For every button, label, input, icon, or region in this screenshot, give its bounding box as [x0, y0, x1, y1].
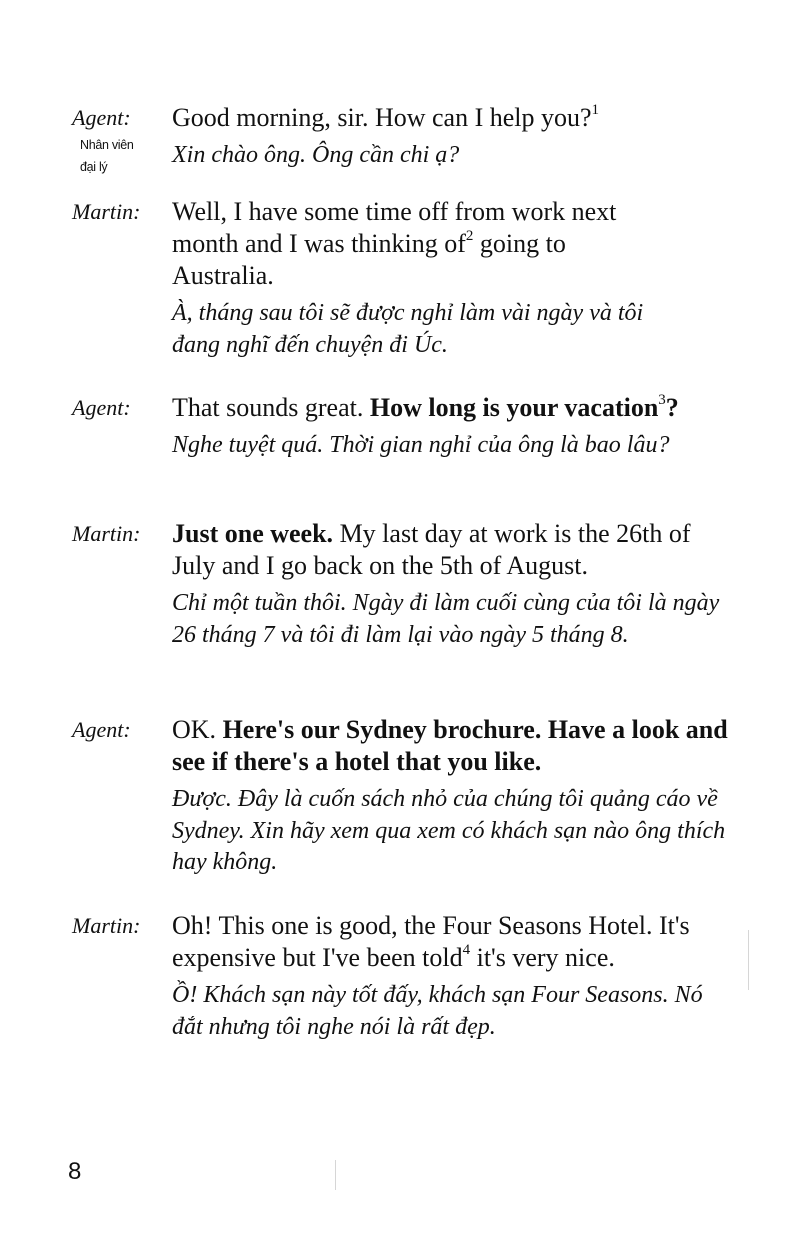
text-run: Well, I have some time off from work next month and I was thinking of	[172, 197, 617, 258]
speaker-gloss-line: đại lý	[80, 160, 108, 174]
vietnamese-translation: Xin chào ông. Ông cần chi ạ?	[172, 142, 460, 168]
speaker-label: Agent:	[72, 717, 131, 742]
vietnamese-translation: Chỉ một tuần thôi. Ngày đi làm cuối cùng của tôi là ngày 26 tháng 7 và tôi đi làm lại vào ngày 5 tháng 8.	[172, 590, 720, 648]
english-line	[172, 518, 724, 582]
bold-phrase: Just one week.	[172, 519, 334, 548]
footnote-marker: 1	[591, 102, 600, 119]
turn-content	[172, 518, 724, 651]
english-line	[172, 910, 728, 974]
footnote-marker: 4	[462, 942, 471, 959]
bold-phrase: How long is your vacation	[369, 393, 659, 422]
turn-content	[172, 910, 728, 1043]
english-line	[172, 102, 728, 134]
speaker-label: Agent:	[72, 395, 131, 420]
text-run: going to Australia.	[172, 229, 566, 290]
text-run: OK.	[172, 715, 223, 744]
speaker-gloss	[80, 138, 160, 175]
scan-artifact-line	[748, 930, 749, 990]
footnote-marker: 2	[465, 228, 474, 245]
speaker-label: Agent:	[72, 105, 131, 130]
text-run: Good morning, sir. How can I help you?	[172, 103, 592, 132]
speaker-label: Martin:	[72, 199, 141, 224]
vietnamese-translation: À, tháng sau tôi sẽ được nghỉ làm vài ngày và tôi đang nghĩ đến chuyện đi Úc.	[172, 300, 644, 358]
turn-content	[172, 392, 692, 462]
text-run: Oh! This one is good, the Four Seasons Hotel. It's expensive but I've been told	[172, 911, 690, 972]
english-line	[172, 714, 728, 778]
vietnamese-translation: Ồ! Khách sạn này tốt đấy, khách sạn Four Seasons. Nó đắt nhưng tôi nghe nói là rất đẹp.	[172, 982, 703, 1040]
turn-content	[172, 714, 728, 879]
turn-content	[172, 102, 728, 172]
english-line	[172, 392, 692, 424]
english-line	[172, 196, 672, 292]
turn-content	[172, 196, 672, 361]
text-run: That sounds great.	[172, 393, 370, 422]
bold-phrase: ?	[665, 393, 679, 422]
vietnamese-translation: Nghe tuyệt quá. Thời gian nghỉ của ông là bao lâu?	[172, 432, 670, 458]
text-run: My last day at work is the 26th of July and I go back on the 5th of August.	[172, 519, 691, 580]
page-number: 8	[68, 1158, 82, 1185]
speaker-label: Martin:	[72, 521, 141, 546]
footnote-marker: 3	[658, 392, 666, 409]
speaker-gloss-line: Nhân viên	[80, 138, 134, 152]
scan-artifact-line	[335, 1160, 336, 1190]
speaker-label: Martin:	[72, 913, 141, 938]
text-run: it's very nice.	[470, 943, 615, 972]
bold-phrase: Here's our Sydney brochure. Have a look and see if there's a hotel that you like.	[172, 715, 728, 776]
vietnamese-translation: Được. Đây là cuốn sách nhỏ của chúng tôi quảng cáo về Sydney. Xin hãy xem qua xem có khách sạn nào ông thích hay không.	[172, 786, 726, 875]
